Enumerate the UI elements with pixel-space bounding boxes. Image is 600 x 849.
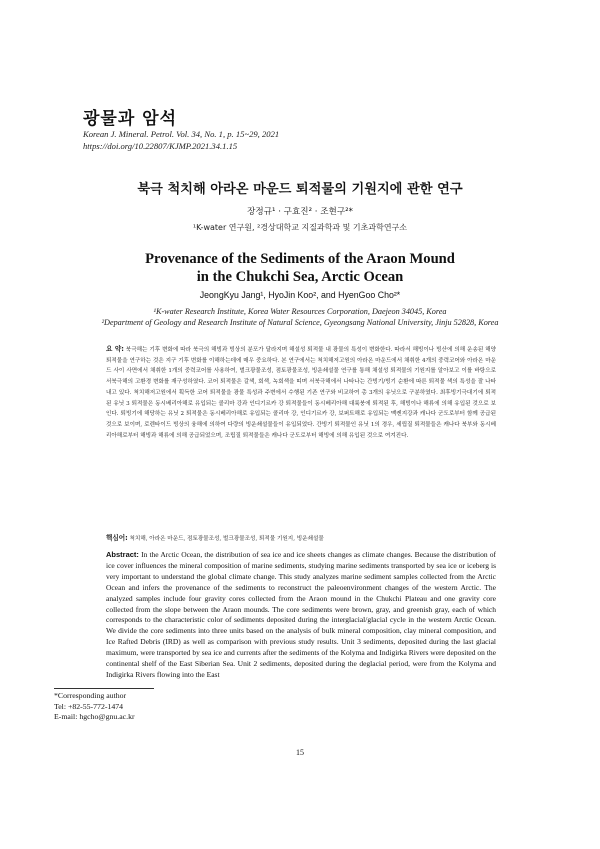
title-english-line-1: Provenance of the Sediments of the Araon Mound (145, 251, 455, 267)
abstract-english-text: In the Arctic Ocean, the distribution of sea ice and ice sheets changes as climate changes. Because the distribution of ice cover influences the mineral composition of marine sediments, studying marine sediments transported by sea ice or iceberg is very important to understand the global climate change. This study analyzes marine sediment samples collected from the Arctic Ocean and infers the provenance of the sediments to reconstruct the paleoenvironment changes of the western Arctic. The analyzed samples include four gravity cores collected from the Araon mound in the Chukchi Plateau and one gravity core collected from the slope between the Araon mounds. The core sediments were brown, gray, and greenish gray, each of which corresponds to the characteristic color of sediments deposited during the interglacial/glacial cycle in the western Arctic Ocean. We divide the core sediments into three units based on the analysis of bulk mineral composition, clay mineral composition, and Ice Rafted Debris (IRD) as well as comparison with previous study results. Unit 3 sediments, deposited during the last glacial maximum, were transported by sea ice and currents after the sediments of the Kolyma and Indigirka Rivers were deposited on the continental shelf of the East Siberian Sea. Unit 2 sediments, deposited during the deglacial period, were from the Kolyma and Indigirka Rivers flowing into the East (106, 550, 496, 679)
citation-doi-link[interactable]: https://doi.org/10.22807/KJMP.2021.34.1.15 (83, 141, 238, 151)
title-english-line-2: in the Chukchi Sea, Arctic Ocean (196, 269, 404, 285)
abstract-english (106, 550, 496, 681)
affiliation-english-2: ²Department of Geology and Research Institute of Natural Science, Gyeongsang National University, Jinju 52828, Korea (101, 318, 499, 327)
keywords-korean (106, 532, 496, 542)
abstract-english-label: Abstract: (106, 550, 139, 559)
corresponding-author-footnote (54, 691, 135, 723)
footnote-divider (54, 688, 154, 689)
footnote-tel: Tel: +82-55-772-1474 (54, 701, 124, 711)
keywords-korean-text: 척치해, 아라온 마운드, 점토광물조성, 벌크광물조성, 퇴적물 기원지, 빙운쇄설물 (127, 536, 324, 542)
abstract-korean (106, 344, 496, 441)
footnote-corresponding: *Corresponding author (54, 691, 127, 700)
journal-citation (83, 128, 279, 152)
affiliation-english-1: ¹K-water Research Institute, Korea Water Resources Corporation, Daejeon 34045, Korea (153, 307, 447, 316)
journal-title: 광물과 암석 (83, 109, 178, 129)
authors-english: JeongKyu Jang¹, HyoJin Koo², and HyenGoo Cho²* (199, 290, 401, 300)
authors-korean: 장정규¹ · 구효진² · 조현구²* (247, 207, 353, 217)
affiliations-korean: ¹K-water 연구원, ²경상대학교 지질과학과 및 기초과학연구소 (192, 223, 408, 232)
article-title-korean: 북극 척치해 아라온 마운드 퇴적물의 기원지에 관한 연구 (137, 182, 463, 197)
footnote-email[interactable]: E-mail: hgcho@gnu.ac.kr (54, 712, 135, 721)
abstract-korean-label: 요 약: (106, 345, 124, 353)
affiliations-english (0, 306, 600, 328)
page-number: 15 (296, 748, 304, 757)
abstract-korean-text: 북극해는 기후 변화에 따라 북극의 해빙과 빙상의 분포가 달라지며 해설성 퇴적물 내 광물의 특성이 변화한다. 따라서 해빙이나 빙산에 의해 운송된 해양 퇴적물을 연구하는 것은 지구 기후 변화를 이해하는데에 매우 중요하다. 본 연구에서는 척치해저고원의 아라온 마운드에서 채취한 4개의 중력코어와 아라온 마운드 사이 사면에서 채취한 1개의 중력코어를 사용하여, 벌크광물조성, 점토광물조성, 빙운쇄설물 연구를 통해 채설성 퇴적물의 기원지를 알아보고 이를 바탕으로 서북극해의 고환경 변화를 재구성하였다. 코어 퇴적물은 갈색, 회색, 녹회색을 띠며 서북극해에서 나타나는 간빙기/빙기 순환에 따른 퇴적물 색의 특성을 잘 나타내고 있다. 척치해저고원에서 획득한 코어 퇴적물을 광물 특성과 주변에서 수행된 기존 연구와 비교하여 총 3개의 유닛으로 구분하였다. 최후빙기극대기에 퇴적된 유닛 3 퇴적물은 동시베리아해로 유입되는 콜리마 강과 인디기르카 강 퇴적물들이 동시베리아해 대륙붕에 퇴적된 후, 해빙이나 해류에 의해 유입된 것으로 보인다. 퇴빙기에 해당하는 유닛 2 퇴적물은 동시베리아해로 유입되는 콜리마 강, 인디기르카 강, 보퍼트해로 유입되는 맥켄지강과 캐나다 군도로부터 함께 공급된 것으로 보이며, 로렌타이드 빙상의 융해에 의하여 다량의 빙운쇄설물들이 유입되었다. 간빙기 퇴적물인 유닛 1의 경우, 세립질 퇴적물들은 캐나다 북부와 동시베리아해로부터 해빙과 해류에 의해 공급되었으며, 조립질 퇴적물들은 캐나다 군도로부터 해빙에 의해 유입된 것으로 여겨진다. (106, 347, 496, 439)
keywords-korean-label: 핵심어: (106, 534, 128, 542)
article-title-english (0, 250, 600, 286)
citation-volume-line: Korean J. Mineral. Petrol. Vol. 34, No. 1, p. 15~29, 2021 (83, 129, 280, 139)
